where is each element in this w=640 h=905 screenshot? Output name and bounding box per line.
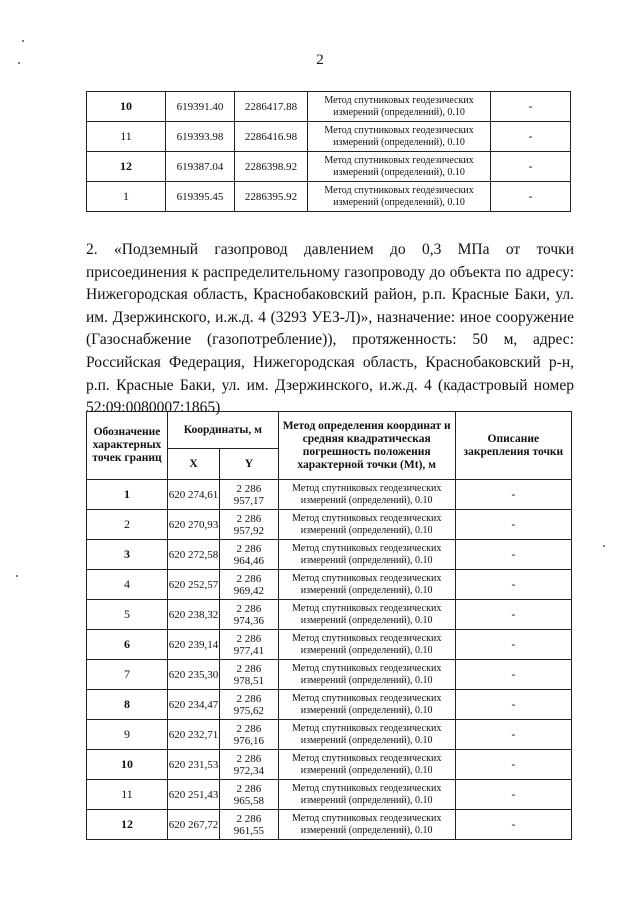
scan-dot	[16, 575, 18, 577]
table-row	[87, 720, 572, 750]
scan-dot	[603, 545, 605, 547]
method-cell: Метод спутниковых геодезических измерений (определений), 0.10	[278, 480, 455, 510]
point-number: 3	[87, 540, 168, 570]
coord-y: 2 286 975,62	[220, 690, 279, 720]
coord-y: 2 286 965,58	[220, 780, 279, 810]
point-number: 4	[87, 570, 168, 600]
header-coordinates: Координаты, м	[168, 412, 279, 449]
table-row	[87, 480, 572, 510]
coord-x: 620 272,58	[168, 540, 220, 570]
table-header-row	[87, 412, 572, 449]
description-cell: -	[491, 152, 571, 182]
description-cell: -	[455, 510, 571, 540]
table-row	[87, 510, 572, 540]
table-row	[87, 780, 572, 810]
header-x: X	[168, 449, 220, 480]
coord-x: 620 252,57	[168, 570, 220, 600]
header-description: Описание закрепления точки	[455, 412, 571, 480]
coord-x: 619393.98	[166, 122, 235, 152]
description-cell: -	[455, 750, 571, 780]
method-cell: Метод спутниковых геодезических измерений (определений), 0.10	[278, 810, 455, 840]
coord-x: 620 267,72	[168, 810, 220, 840]
object-description-paragraph: 2. «Подземный газопровод давлением до 0,3 МПа от точки присоединения к распределительному газопроводу до объекта по адресу: Нижегородская область, Краснобаковский район, р.п. Красные Баки, ул. им. Дзержинского, и.ж.д. 4 (3293 УЕЗ-Л)», назначение: иное сооружение (Газоснабжение (газопотребление)), протяженность: 50 м, адрес: Российская Федерация, Нижегородская область, Краснобаковский р-н, р.п. Красные Баки, ул. им. Дзержинского, и.ж.д. 4 (кадастровый номер 52:09:0080007:1865)	[86, 241, 574, 417]
method-cell: Метод спутниковых геодезических измерений (определений), 0.10	[308, 92, 491, 122]
method-cell: Метод спутниковых геодезических измерений (определений), 0.10	[278, 660, 455, 690]
method-cell: Метод спутниковых геодезических измерений (определений), 0.10	[278, 630, 455, 660]
coord-y: 2 286 977,41	[220, 630, 279, 660]
coord-y: 2286417.88	[235, 92, 308, 122]
method-cell: Метод спутниковых геодезических измерений (определений), 0.10	[278, 600, 455, 630]
table-row	[87, 600, 572, 630]
description-cell: -	[455, 660, 571, 690]
coordinates-table-continued	[86, 91, 571, 212]
coord-y: 2 286 964,46	[220, 540, 279, 570]
description-cell: -	[455, 480, 571, 510]
point-number: 10	[87, 750, 168, 780]
table-row	[87, 570, 572, 600]
point-number: 1	[87, 182, 166, 212]
table-row	[87, 182, 571, 212]
coord-y: 2 286 969,42	[220, 570, 279, 600]
coord-y: 2 286 972,34	[220, 750, 279, 780]
description-cell: -	[455, 780, 571, 810]
point-number: 6	[87, 630, 168, 660]
coord-x: 620 235,30	[168, 660, 220, 690]
method-cell: Метод спутниковых геодезических измерений (определений), 0.10	[278, 750, 455, 780]
coord-x: 620 234,47	[168, 690, 220, 720]
coord-y: 2 286 957,17	[220, 480, 279, 510]
method-cell: Метод спутниковых геодезических измерений (определений), 0.10	[308, 182, 491, 212]
table-row	[87, 750, 572, 780]
method-cell: Метод спутниковых геодезических измерений (определений), 0.10	[278, 780, 455, 810]
coord-y: 2 286 978,51	[220, 660, 279, 690]
coord-x: 620 239,14	[168, 630, 220, 660]
coord-x: 620 274,61	[168, 480, 220, 510]
coord-x: 620 231,53	[168, 750, 220, 780]
point-number: 12	[87, 810, 168, 840]
point-number: 11	[87, 780, 168, 810]
table-row	[87, 152, 571, 182]
point-number: 5	[87, 600, 168, 630]
point-number: 1	[87, 480, 168, 510]
coord-y: 2286395.92	[235, 182, 308, 212]
page-number: 2	[316, 52, 324, 68]
coord-y: 2 286 974,36	[220, 600, 279, 630]
scan-dot	[22, 40, 24, 42]
description-cell: -	[491, 122, 571, 152]
description-cell: -	[455, 810, 571, 840]
header-y: Y	[220, 449, 279, 480]
table-row	[87, 122, 571, 152]
description-cell: -	[455, 690, 571, 720]
description-cell: -	[455, 570, 571, 600]
point-number: 9	[87, 720, 168, 750]
description-cell: -	[491, 92, 571, 122]
coordinates-table	[86, 411, 572, 840]
description-cell: -	[455, 540, 571, 570]
header-point-designation: Обозначение характерных точек границ	[87, 412, 168, 480]
table-row	[87, 630, 572, 660]
point-number: 8	[87, 690, 168, 720]
description-cell: -	[455, 600, 571, 630]
coord-x: 620 232,71	[168, 720, 220, 750]
coord-y: 2 286 961,55	[220, 810, 279, 840]
method-cell: Метод спутниковых геодезических измерений (определений), 0.10	[308, 122, 491, 152]
table-row	[87, 810, 572, 840]
method-cell: Метод спутниковых геодезических измерений (определений), 0.10	[308, 152, 491, 182]
point-number: 12	[87, 152, 166, 182]
description-cell: -	[455, 630, 571, 660]
header-method: Метод определения координат и средняя квадратическая погрешность положения характерной точки (Mt), м	[278, 412, 455, 480]
method-cell: Метод спутниковых геодезических измерений (определений), 0.10	[278, 570, 455, 600]
coord-y: 2286398.92	[235, 152, 308, 182]
coord-x: 619395.45	[166, 182, 235, 212]
coord-y: 2 286 976,16	[220, 720, 279, 750]
point-number: 7	[87, 660, 168, 690]
point-number: 10	[87, 92, 166, 122]
point-number: 11	[87, 122, 166, 152]
coord-x: 619391.40	[166, 92, 235, 122]
point-number: 2	[87, 510, 168, 540]
coord-x: 619387.04	[166, 152, 235, 182]
method-cell: Метод спутниковых геодезических измерений (определений), 0.10	[278, 540, 455, 570]
coord-x: 620 270,93	[168, 510, 220, 540]
table-row	[87, 92, 571, 122]
coord-y: 2286416.98	[235, 122, 308, 152]
coord-y: 2 286 957,92	[220, 510, 279, 540]
method-cell: Метод спутниковых геодезических измерений (определений), 0.10	[278, 720, 455, 750]
method-cell: Метод спутниковых геодезических измерений (определений), 0.10	[278, 690, 455, 720]
description-cell: -	[491, 182, 571, 212]
coord-x: 620 251,43	[168, 780, 220, 810]
table-row	[87, 540, 572, 570]
method-cell: Метод спутниковых геодезических измерений (определений), 0.10	[278, 510, 455, 540]
coord-x: 620 238,32	[168, 600, 220, 630]
table-row	[87, 660, 572, 690]
table-row	[87, 690, 572, 720]
description-cell: -	[455, 720, 571, 750]
